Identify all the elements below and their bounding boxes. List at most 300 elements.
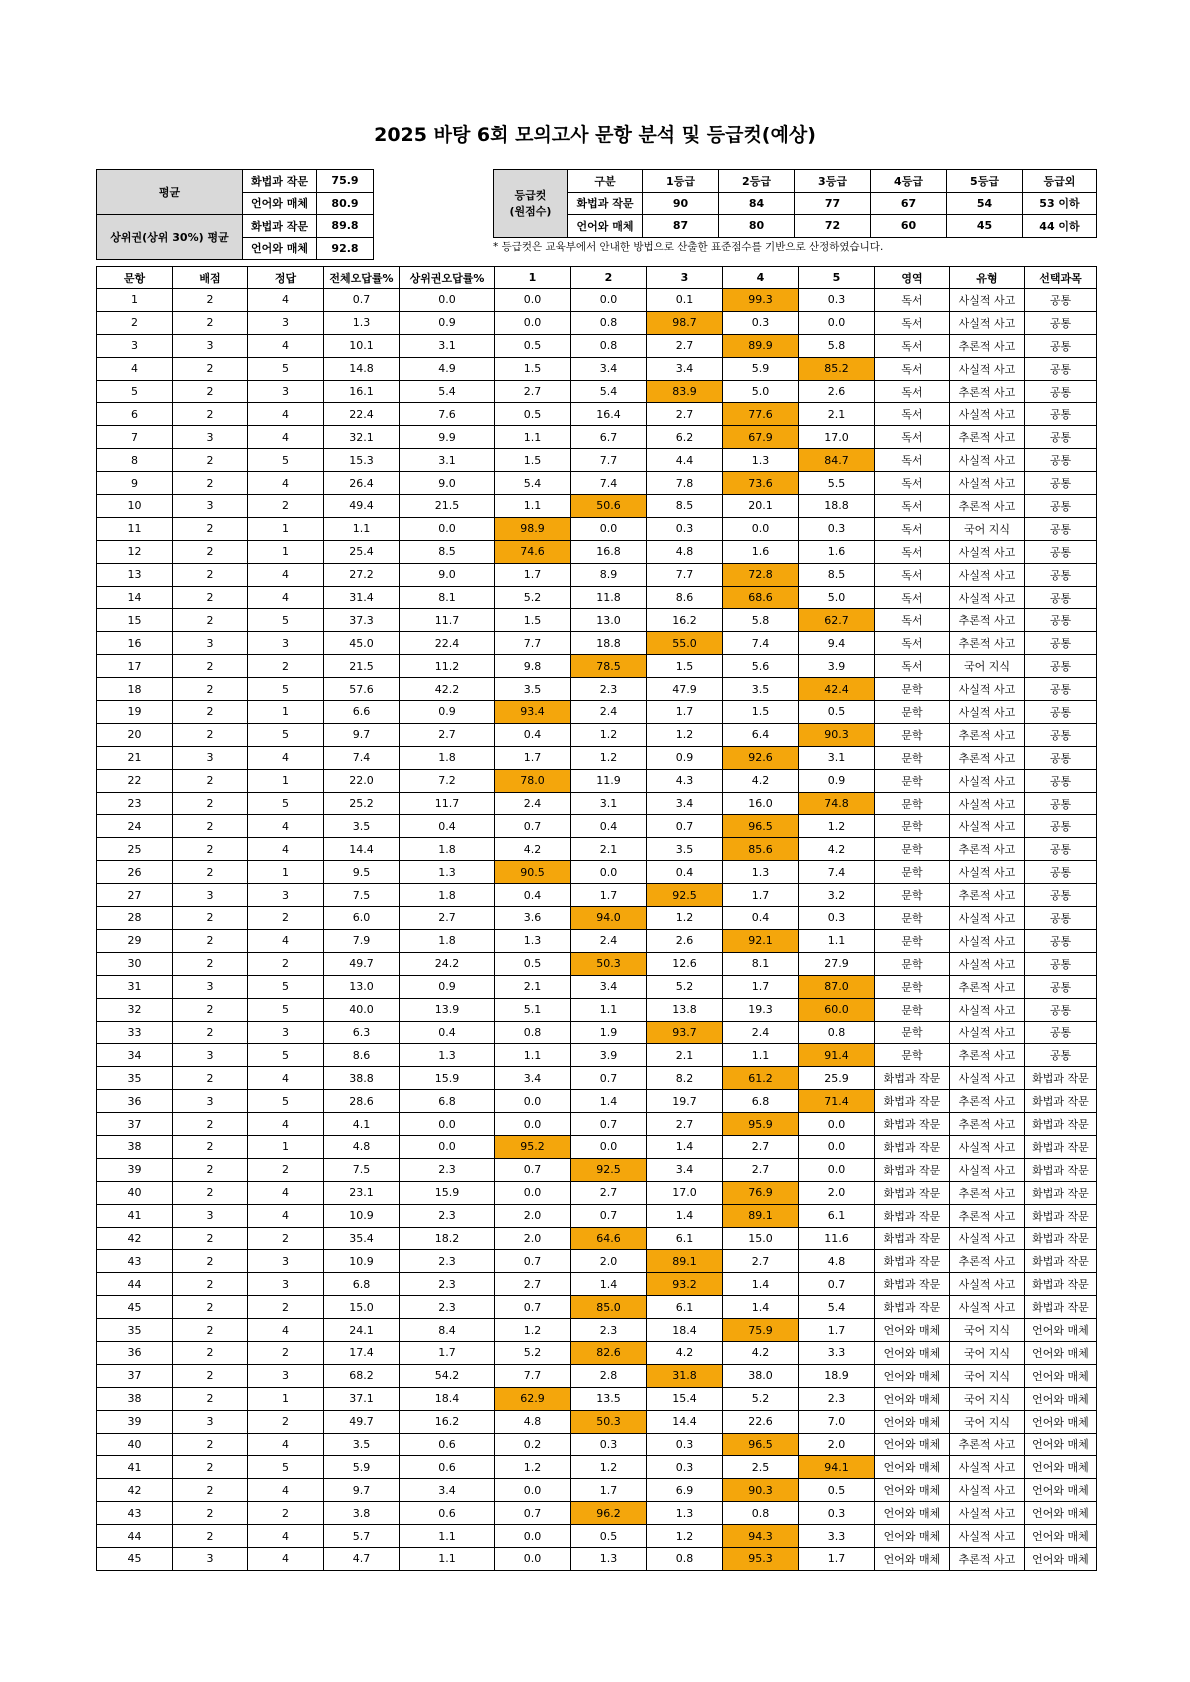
- table-cell: 4.8: [647, 540, 723, 563]
- table-cell: 6.6: [324, 701, 400, 724]
- table-cell: 0.4: [647, 861, 723, 884]
- table-cell: 3.4: [647, 792, 723, 815]
- table-cell: 1.8: [400, 746, 495, 769]
- table-cell: 95.3: [723, 1547, 799, 1570]
- table-cell: 32.1: [324, 426, 400, 449]
- table-cell: 25.2: [324, 792, 400, 815]
- table-cell: 3: [173, 334, 248, 357]
- table-cell: 3.4: [571, 975, 647, 998]
- table-cell: 1.5: [495, 609, 571, 632]
- table-cell: 25.9: [799, 1067, 875, 1090]
- table-row: [97, 495, 1097, 518]
- table-cell: 독서: [875, 311, 950, 334]
- table-cell: 2: [173, 1341, 248, 1364]
- table-cell: 2.3: [400, 1296, 495, 1319]
- table-cell: 2: [173, 838, 248, 861]
- table-cell: 9: [97, 472, 173, 495]
- table-cell: 74.8: [799, 792, 875, 815]
- table-cell: 8.5: [647, 495, 723, 518]
- table-cell: 5.9: [324, 1456, 400, 1479]
- table-cell: 1.7: [647, 701, 723, 724]
- table-cell: 15.3: [324, 449, 400, 472]
- table-cell: 3.5: [647, 838, 723, 861]
- table-cell: 0.7: [324, 289, 400, 312]
- table-cell: 2: [173, 1067, 248, 1090]
- table-row: [97, 357, 1097, 380]
- table-cell: 3.4: [647, 1158, 723, 1181]
- table-cell: 0.3: [647, 517, 723, 540]
- table-cell: 16.4: [571, 403, 647, 426]
- table-cell: 4: [248, 334, 324, 357]
- table-cell: 추론적 사고: [950, 838, 1025, 861]
- table-cell: 4: [248, 1204, 324, 1227]
- table-cell: 8.6: [647, 586, 723, 609]
- table-cell: 1.3: [400, 1044, 495, 1067]
- table-cell: 92.5: [647, 884, 723, 907]
- table-cell: 19: [97, 701, 173, 724]
- table-cell: 공통: [1025, 289, 1097, 312]
- table-cell: 3.1: [400, 449, 495, 472]
- table-cell: 2: [173, 403, 248, 426]
- table-cell: 언어와 매체: [1025, 1364, 1097, 1387]
- table-cell: 0.9: [400, 975, 495, 998]
- table-cell: 10: [97, 495, 173, 518]
- table-cell: 5: [248, 449, 324, 472]
- table-cell: 26.4: [324, 472, 400, 495]
- item-analysis-header-row: [97, 267, 1097, 289]
- table-cell: 90.3: [799, 723, 875, 746]
- table-cell: 3.6: [495, 907, 571, 930]
- table-cell: 3.2: [799, 884, 875, 907]
- table-cell: 5: [248, 357, 324, 380]
- table-cell: 0.0: [495, 289, 571, 312]
- table-cell: 0.3: [647, 1456, 723, 1479]
- table-cell: 3: [97, 334, 173, 357]
- table-cell: 4.2: [723, 1341, 799, 1364]
- table-cell: 공통: [1025, 472, 1097, 495]
- page-title: 2025 바탕 6회 모의고사 문항 분석 및 등급컷(예상): [374, 124, 816, 146]
- table-cell: 0.0: [400, 1113, 495, 1136]
- column-header: 유형: [950, 267, 1025, 289]
- table-cell: 60.0: [799, 998, 875, 1021]
- table-cell: 3: [248, 1273, 324, 1296]
- table-cell: 3: [173, 1090, 248, 1113]
- table-cell: 14.8: [324, 357, 400, 380]
- table-cell: 17.4: [324, 1341, 400, 1364]
- table-cell: 0.7: [495, 1502, 571, 1525]
- table-cell: 17.0: [799, 426, 875, 449]
- table-cell: 2.4: [723, 1021, 799, 1044]
- table-cell: 공통: [1025, 609, 1097, 632]
- column-header: 1: [495, 267, 571, 289]
- table-cell: 2: [173, 380, 248, 403]
- table-cell: 1.1: [400, 1547, 495, 1570]
- table-cell: 1.2: [647, 723, 723, 746]
- table-cell: 11.7: [400, 792, 495, 815]
- table-cell: 언어와 매체: [1025, 1319, 1097, 1342]
- table-row: [97, 449, 1097, 472]
- table-cell: 0.3: [799, 517, 875, 540]
- table-row: [97, 1181, 1097, 1204]
- table-cell: 7.4: [723, 632, 799, 655]
- table-cell: 3: [173, 975, 248, 998]
- table-cell: 4.2: [647, 1341, 723, 1364]
- table-cell: 1.4: [723, 1273, 799, 1296]
- table-row: [97, 701, 1097, 724]
- table-cell: 언어와 매체: [875, 1547, 950, 1570]
- table-cell: 12.6: [647, 952, 723, 975]
- table-cell: 85.2: [799, 357, 875, 380]
- table-cell: 0.7: [799, 1273, 875, 1296]
- table-row: [97, 472, 1097, 495]
- table-cell: 1.1: [799, 929, 875, 952]
- table-cell: 2: [173, 1273, 248, 1296]
- table-cell: 2.3: [571, 1319, 647, 1342]
- table-cell: 44: [97, 1273, 173, 1296]
- table-cell: 2: [173, 472, 248, 495]
- grade-cut-cell: 84: [719, 192, 795, 215]
- table-cell: 37.1: [324, 1387, 400, 1410]
- grade-cut-cell: 53 이하: [1023, 192, 1097, 215]
- average-value: 89.8: [317, 215, 374, 238]
- table-cell: 사실적 사고: [950, 861, 1025, 884]
- table-cell: 공통: [1025, 815, 1097, 838]
- table-cell: 10.1: [324, 334, 400, 357]
- table-cell: 0.0: [495, 1090, 571, 1113]
- table-cell: 5.2: [495, 1341, 571, 1364]
- table-cell: 1.2: [571, 746, 647, 769]
- table-cell: 2.7: [571, 1181, 647, 1204]
- table-cell: 공통: [1025, 380, 1097, 403]
- table-cell: 0.0: [799, 1113, 875, 1136]
- table-cell: 추론적 사고: [950, 1250, 1025, 1273]
- grade-cut-header: 4등급: [871, 170, 947, 193]
- table-cell: 공통: [1025, 723, 1097, 746]
- table-cell: 사실적 사고: [950, 1067, 1025, 1090]
- table-cell: 0.4: [723, 907, 799, 930]
- table-cell: 16.1: [324, 380, 400, 403]
- table-cell: 0.7: [571, 1113, 647, 1136]
- table-cell: 1.3: [571, 1547, 647, 1570]
- table-cell: 8.5: [400, 540, 495, 563]
- table-cell: 1.7: [400, 1341, 495, 1364]
- table-cell: 5: [248, 609, 324, 632]
- table-cell: 3: [173, 426, 248, 449]
- table-cell: 추론적 사고: [950, 609, 1025, 632]
- average-value: 80.9: [317, 192, 374, 215]
- table-cell: 2: [173, 1181, 248, 1204]
- table-cell: 화법과 작문: [875, 1204, 950, 1227]
- grade-cut-cell: 44 이하: [1023, 215, 1097, 238]
- table-cell: 국어 지식: [950, 1341, 1025, 1364]
- table-cell: 2.6: [799, 380, 875, 403]
- table-cell: 4.8: [495, 1410, 571, 1433]
- table-cell: 89.1: [723, 1204, 799, 1227]
- table-cell: 43: [97, 1502, 173, 1525]
- table-cell: 5.4: [495, 472, 571, 495]
- table-row: [97, 815, 1097, 838]
- table-cell: 25.4: [324, 540, 400, 563]
- table-cell: 화법과 작문: [875, 1296, 950, 1319]
- table-cell: 27.9: [799, 952, 875, 975]
- table-cell: 91.4: [799, 1044, 875, 1067]
- table-cell: 문학: [875, 884, 950, 907]
- table-cell: 2: [248, 1502, 324, 1525]
- table-cell: 23.1: [324, 1181, 400, 1204]
- table-cell: 2.0: [799, 1181, 875, 1204]
- table-cell: 2: [173, 998, 248, 1021]
- table-cell: 추론적 사고: [950, 1113, 1025, 1136]
- table-cell: 2: [248, 495, 324, 518]
- table-cell: 추론적 사고: [950, 632, 1025, 655]
- table-row: [97, 1319, 1097, 1342]
- table-cell: 27: [97, 884, 173, 907]
- table-cell: 2.7: [723, 1135, 799, 1158]
- table-cell: 화법과 작문: [1025, 1296, 1097, 1319]
- table-cell: 5: [248, 975, 324, 998]
- table-cell: 사실적 사고: [950, 1456, 1025, 1479]
- table-cell: 사실적 사고: [950, 563, 1025, 586]
- table-cell: 2: [173, 701, 248, 724]
- table-cell: 5.8: [723, 609, 799, 632]
- table-row: [97, 769, 1097, 792]
- table-cell: 0.7: [571, 1067, 647, 1090]
- table-cell: 사실적 사고: [950, 907, 1025, 930]
- table-cell: 공통: [1025, 495, 1097, 518]
- table-cell: 2.7: [495, 1273, 571, 1296]
- table-row: [97, 1250, 1097, 1273]
- table-cell: 1.2: [647, 907, 723, 930]
- table-cell: 24.1: [324, 1319, 400, 1342]
- table-cell: 82.6: [571, 1341, 647, 1364]
- table-cell: 19.7: [647, 1090, 723, 1113]
- table-row: [97, 1113, 1097, 1136]
- table-cell: 0.0: [571, 517, 647, 540]
- column-header: 3: [647, 267, 723, 289]
- table-cell: 20: [97, 723, 173, 746]
- table-cell: 2: [173, 517, 248, 540]
- table-cell: 화법과 작문: [1025, 1181, 1097, 1204]
- table-cell: 공통: [1025, 907, 1097, 930]
- table-cell: 0.5: [495, 952, 571, 975]
- table-cell: 8.1: [400, 586, 495, 609]
- table-cell: 11.8: [571, 586, 647, 609]
- table-cell: 4: [248, 1113, 324, 1136]
- table-row: [97, 403, 1097, 426]
- table-cell: 2: [173, 1021, 248, 1044]
- table-cell: 6.8: [723, 1090, 799, 1113]
- table-cell: 16.0: [723, 792, 799, 815]
- table-cell: 2: [173, 357, 248, 380]
- table-cell: 독서: [875, 357, 950, 380]
- column-header: 5: [799, 267, 875, 289]
- table-cell: 4: [248, 563, 324, 586]
- table-cell: 2.7: [647, 1113, 723, 1136]
- grade-cut-cell: 언어와 매체: [568, 215, 643, 238]
- table-cell: 4: [248, 1181, 324, 1204]
- table-cell: 1.8: [400, 838, 495, 861]
- table-cell: 92.1: [723, 929, 799, 952]
- table-cell: 0.6: [400, 1502, 495, 1525]
- table-cell: 5.0: [799, 586, 875, 609]
- table-cell: 2: [173, 1479, 248, 1502]
- table-cell: 사실적 사고: [950, 357, 1025, 380]
- grade-cut-note: * 등급컷은 교육부에서 안내한 방법으로 산출한 표준점수를 기반으로 산정하였습니다.: [493, 241, 884, 253]
- table-cell: 2.3: [400, 1158, 495, 1181]
- table-cell: 2.3: [400, 1273, 495, 1296]
- table-cell: 0.8: [647, 1547, 723, 1570]
- table-cell: 1.5: [495, 357, 571, 380]
- table-cell: 문학: [875, 723, 950, 746]
- table-cell: 95.2: [495, 1135, 571, 1158]
- table-cell: 1.2: [799, 815, 875, 838]
- table-cell: 21.5: [400, 495, 495, 518]
- table-cell: 2: [173, 1433, 248, 1456]
- column-header: 4: [723, 267, 799, 289]
- table-cell: 5: [248, 723, 324, 746]
- table-cell: 6.1: [799, 1204, 875, 1227]
- table-cell: 화법과 작문: [875, 1090, 950, 1113]
- table-cell: 독서: [875, 472, 950, 495]
- table-row: [97, 1547, 1097, 1570]
- table-cell: 15: [97, 609, 173, 632]
- table-cell: 5: [248, 792, 324, 815]
- table-cell: 45: [97, 1296, 173, 1319]
- table-cell: 74.6: [495, 540, 571, 563]
- table-cell: 1.3: [324, 311, 400, 334]
- table-cell: 11.7: [400, 609, 495, 632]
- table-cell: 0.0: [571, 1135, 647, 1158]
- table-cell: 85.0: [571, 1296, 647, 1319]
- table-cell: 문학: [875, 929, 950, 952]
- table-cell: 4: [248, 403, 324, 426]
- table-cell: 5: [248, 998, 324, 1021]
- grade-cut-cell: 60: [871, 215, 947, 238]
- table-cell: 0.9: [400, 311, 495, 334]
- table-row: [97, 1364, 1097, 1387]
- table-cell: 23: [97, 792, 173, 815]
- table-cell: 7.5: [324, 884, 400, 907]
- table-cell: 31.4: [324, 586, 400, 609]
- table-cell: 1.3: [647, 1502, 723, 1525]
- table-cell: 사실적 사고: [950, 586, 1025, 609]
- table-cell: 3: [173, 746, 248, 769]
- table-cell: 16.8: [571, 540, 647, 563]
- table-cell: 0.4: [400, 815, 495, 838]
- table-cell: 5.4: [571, 380, 647, 403]
- table-cell: 사실적 사고: [950, 678, 1025, 701]
- table-cell: 화법과 작문: [875, 1227, 950, 1250]
- table-cell: 2: [173, 952, 248, 975]
- table-cell: 3: [248, 1021, 324, 1044]
- table-row: [97, 1067, 1097, 1090]
- table-cell: 0.6: [400, 1456, 495, 1479]
- table-cell: 44: [97, 1525, 173, 1548]
- table-cell: 독서: [875, 426, 950, 449]
- table-cell: 사실적 사고: [950, 815, 1025, 838]
- table-cell: 4: [248, 1525, 324, 1548]
- table-cell: 34: [97, 1044, 173, 1067]
- table-cell: 문학: [875, 998, 950, 1021]
- table-cell: 93.4: [495, 701, 571, 724]
- table-cell: 7.5: [324, 1158, 400, 1181]
- table-cell: 5: [248, 1044, 324, 1067]
- table-cell: 언어와 매체: [875, 1319, 950, 1342]
- grade-cut-header: 등급외: [1023, 170, 1097, 193]
- table-cell: 20.1: [723, 495, 799, 518]
- table-cell: 5: [97, 380, 173, 403]
- table-cell: 2.1: [799, 403, 875, 426]
- table-cell: 5.1: [495, 998, 571, 1021]
- table-cell: 73.6: [723, 472, 799, 495]
- table-cell: 0.3: [571, 1433, 647, 1456]
- table-cell: 1.7: [495, 746, 571, 769]
- table-cell: 국어 지식: [950, 517, 1025, 540]
- table-cell: 18.4: [400, 1387, 495, 1410]
- table-cell: 0.8: [723, 1502, 799, 1525]
- table-row: [97, 998, 1097, 1021]
- table-cell: 화법과 작문: [875, 1273, 950, 1296]
- table-cell: 독서: [875, 563, 950, 586]
- table-cell: 41: [97, 1456, 173, 1479]
- table-cell: 4: [248, 1547, 324, 1570]
- table-cell: 언어와 매체: [875, 1433, 950, 1456]
- table-cell: 화법과 작문: [1025, 1090, 1097, 1113]
- table-cell: 공통: [1025, 632, 1097, 655]
- table-cell: 2: [248, 1227, 324, 1250]
- table-cell: 35.4: [324, 1227, 400, 1250]
- table-cell: 0.4: [495, 723, 571, 746]
- table-cell: 31.8: [647, 1364, 723, 1387]
- table-cell: 2: [248, 1341, 324, 1364]
- table-cell: 사실적 사고: [950, 952, 1025, 975]
- grade-cut-header: 1등급: [643, 170, 719, 193]
- table-cell: 11.2: [400, 655, 495, 678]
- table-cell: 2: [173, 311, 248, 334]
- table-cell: 3.4: [571, 357, 647, 380]
- table-cell: 4.2: [799, 838, 875, 861]
- table-cell: 4.9: [400, 357, 495, 380]
- top-average-label: 상위권(상위 30%) 평균: [97, 215, 243, 260]
- table-cell: 문학: [875, 975, 950, 998]
- table-cell: 12: [97, 540, 173, 563]
- table-cell: 사실적 사고: [950, 540, 1025, 563]
- table-cell: 3.9: [571, 1044, 647, 1067]
- table-cell: 7.7: [495, 1364, 571, 1387]
- average-subject: 화법과 작문: [243, 215, 317, 238]
- table-cell: 9.7: [324, 723, 400, 746]
- table-cell: 문학: [875, 952, 950, 975]
- table-cell: 독서: [875, 449, 950, 472]
- table-cell: 1.7: [799, 1547, 875, 1570]
- table-cell: 1.4: [571, 1090, 647, 1113]
- table-cell: 2.7: [495, 380, 571, 403]
- table-cell: 2: [248, 907, 324, 930]
- table-cell: 0.6: [400, 1433, 495, 1456]
- table-cell: 3.9: [799, 655, 875, 678]
- average-subject: 언어와 매체: [243, 192, 317, 215]
- table-cell: 1.4: [571, 1273, 647, 1296]
- table-cell: 사실적 사고: [950, 1273, 1025, 1296]
- table-row: [97, 655, 1097, 678]
- table-cell: 사실적 사고: [950, 701, 1025, 724]
- table-cell: 공통: [1025, 426, 1097, 449]
- table-cell: 2: [173, 1319, 248, 1342]
- table-cell: 49.7: [324, 952, 400, 975]
- table-cell: 40: [97, 1433, 173, 1456]
- grade-cut-cell: 67: [871, 192, 947, 215]
- table-cell: 3.4: [495, 1067, 571, 1090]
